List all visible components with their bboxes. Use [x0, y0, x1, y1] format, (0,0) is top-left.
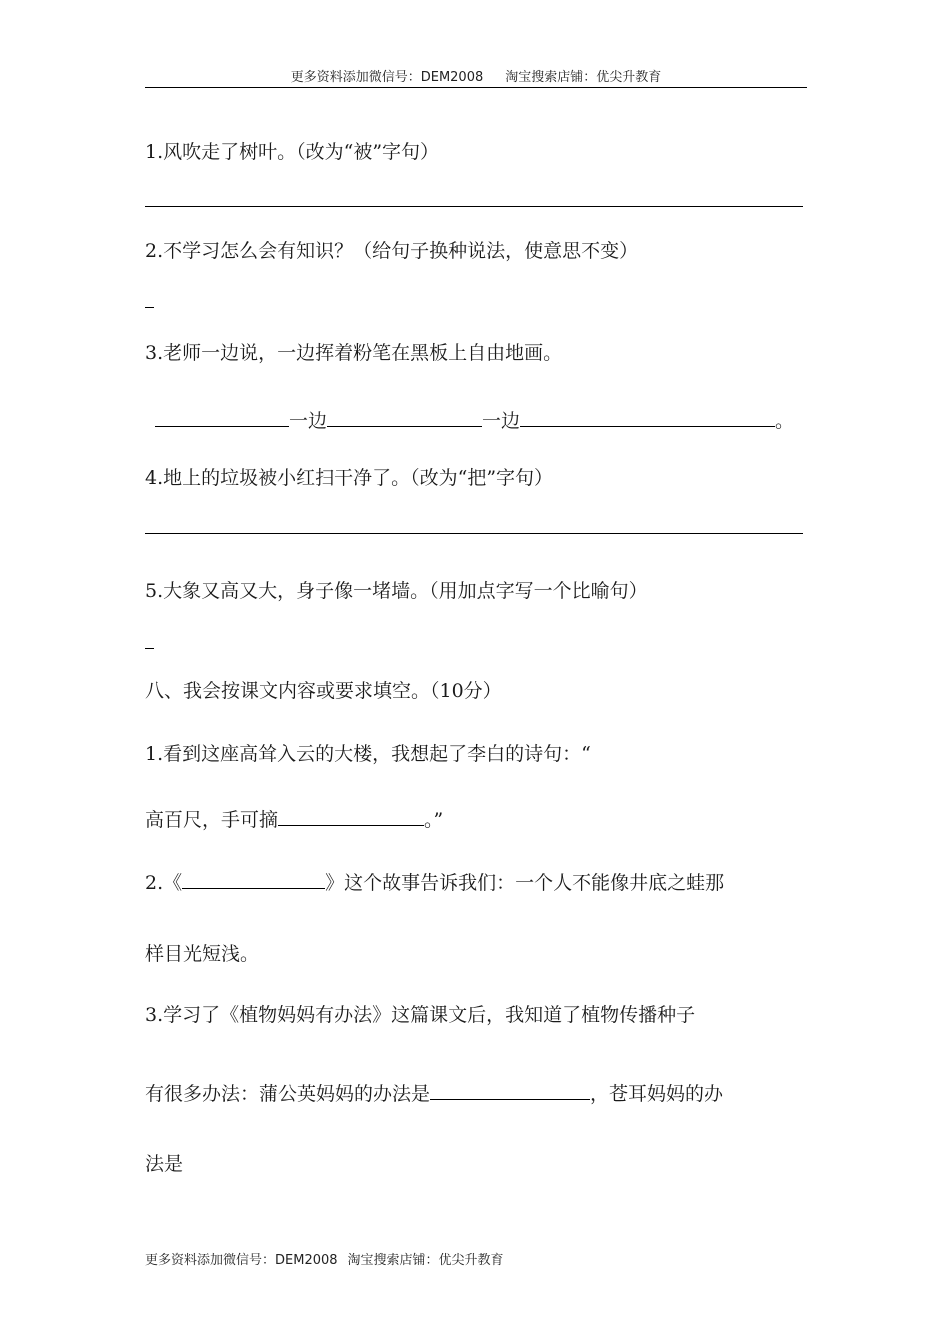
answer-line-2[interactable] — [145, 307, 154, 308]
question-3: 3.老师一边说，一边挥着粉笔在黑板上自由地画。 — [145, 342, 563, 364]
answer-line-1[interactable] — [145, 206, 803, 207]
footer-wechat: 更多资料添加微信号：DEM2008 — [145, 1253, 338, 1268]
blank-3a[interactable] — [155, 408, 289, 427]
page-header — [145, 66, 807, 85]
s8-item-3-line3: 法是 — [145, 1153, 184, 1175]
s8-item-1-line2 — [145, 807, 443, 830]
q3-part2: 一边 — [482, 410, 521, 432]
s8-item-2-suffix: 》这个故事告诉我们：一个人不能像井底之蛙那 — [325, 872, 725, 894]
blank-s8-3a[interactable] — [430, 1081, 590, 1100]
page-footer — [145, 1249, 504, 1268]
footer-shop: 淘宝搜索店铺：优尖升教育 — [347, 1253, 504, 1268]
s8-item-2-line2: 样目光短浅。 — [145, 943, 260, 965]
section-8-title: 八、我会按课文内容或要求填空。（10分） — [145, 680, 502, 702]
s8-item-3-line2 — [145, 1081, 723, 1104]
header-wechat: 更多资料添加微信号：DEM2008 — [290, 70, 484, 85]
header-divider — [145, 87, 807, 88]
blank-3c[interactable] — [520, 408, 775, 427]
s8-item-2-line1 — [145, 870, 724, 893]
s8-item-1-line1: 1.看到这座高耸入云的大楼，我想起了李白的诗句：“ — [145, 743, 591, 765]
blank-3b[interactable] — [327, 408, 482, 427]
s8-item-3-line1: 3.学习了《植物妈妈有办法》这篇课文后，我知道了植物传播种子 — [145, 1004, 696, 1026]
s8-item-3-suffix: ，苍耳妈妈的办 — [590, 1083, 724, 1105]
question-3-fill — [155, 408, 794, 431]
question-5: 5.大象又高又大，身子像一堵墙。（用加点字写一个比喻句） — [145, 580, 648, 602]
answer-line-5[interactable] — [145, 648, 154, 649]
blank-s8-2[interactable] — [182, 870, 325, 889]
answer-line-4[interactable] — [145, 533, 803, 534]
question-4: 4.地上的垃圾被小红扫干净了。（改为“把”字句） — [145, 467, 554, 489]
q3-part1: 一边 — [289, 410, 328, 432]
s8-item-3-prefix: 有很多办法：蒲公英妈妈的办法是 — [145, 1083, 431, 1105]
question-1: 1.风吹走了树叶。（改为“被”字句） — [145, 141, 440, 163]
q3-end: 。 — [775, 410, 795, 432]
header-shop: 淘宝搜索店铺：优尖升教育 — [505, 70, 662, 85]
s8-item-2-prefix: 2.《 — [145, 872, 183, 894]
blank-s8-1[interactable] — [278, 807, 424, 826]
s8-item-1-suffix: 。” — [424, 809, 444, 831]
question-2: 2.不学习怎么会有知识？（给句子换种说法，使意思不变） — [145, 240, 639, 262]
s8-item-1-prefix: 高百尺，手可摘 — [145, 809, 279, 831]
